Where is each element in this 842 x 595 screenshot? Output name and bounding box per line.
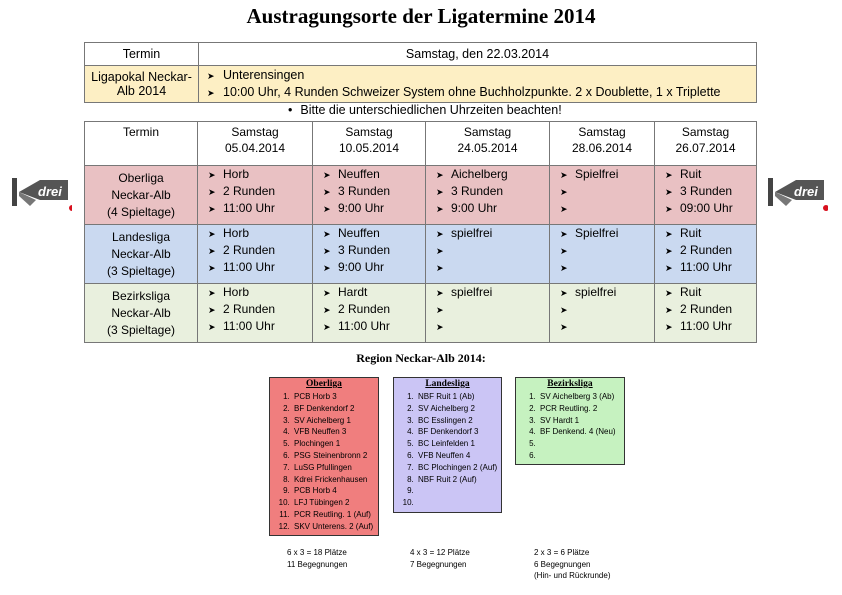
list-item: 1. NBF Ruit 1 (Ab): [416, 391, 501, 403]
schedule-cell: ➤ Ruit ➤ 2 Runden ➤ 11:00 Uhr: [655, 225, 757, 284]
oberliga-stats: 6 x 3 = 18 Plätze 11 Begegnungen: [287, 548, 348, 569]
termin-column-header: Termin: [85, 122, 198, 166]
schedule-cell: ➤ Hardt ➤ 2 Runden ➤ 11:00 Uhr: [313, 284, 426, 343]
schedule-cell: ➤ Horb ➤ 2 Runden ➤ 11:00 Uhr: [198, 225, 313, 284]
date-header-4: Samstag 28.06.2014: [550, 122, 655, 166]
schedule-cell: ➤ Ruit ➤ 3 Runden ➤ 09:00 Uhr: [655, 166, 757, 225]
date-header-3: Samstag 24.05.2014: [426, 122, 550, 166]
list-item: 11. PCR Reutling. 1 (Auf): [292, 509, 378, 521]
list-item: 6. VFB Neuffen 4: [416, 450, 501, 462]
list-item: 10. LFJ Tübingen 2: [292, 497, 378, 509]
schedule-cell: ➤ Horb ➤ 2 Runden ➤ 11:00 Uhr: [198, 284, 313, 343]
list-item: 2. BF Denkendorf 2: [292, 403, 378, 415]
list-item: 3. BC Esslingen 2: [416, 415, 501, 427]
pokal-format: ➤ 10:00 Uhr, 4 Runden Schweizer System ohne Buchholzpunkte. 2 x Doublette, 1 x Triplette: [207, 84, 755, 101]
list-item: [416, 485, 501, 497]
bezirksliga-box-title: Bezirksliga: [547, 379, 593, 389]
kdrei-logo-right: [766, 174, 828, 212]
league-bezirksliga: Bezirksliga Neckar-Alb (3 Spieltage): [85, 284, 198, 343]
list-item: 3. SV Aichelberg 1: [292, 415, 378, 427]
list-item: 3. SV Hardt 1: [538, 415, 624, 427]
league-schedule-table: [84, 121, 757, 343]
league-landesliga: Landesliga Neckar-Alb (3 Spieltage): [85, 225, 198, 284]
list-item: 1. PCB Horb 3: [292, 391, 378, 403]
landesliga-stats: 4 x 3 = 12 Plätze 7 Begegnungen: [410, 548, 470, 569]
landesliga-row: [85, 225, 757, 284]
list-item: 5. Plochingen 1: [292, 438, 378, 450]
list-item: [538, 450, 624, 462]
schedule-cell: ➤ Horb ➤ 2 Runden ➤ 11:00 Uhr: [198, 166, 313, 225]
list-item: 4. BF Denkendorf 3: [416, 426, 501, 438]
bezirksliga-stats: 2 x 3 = 6 Plätze 6 Begegnungen (Hin- und Rückrunde): [534, 548, 611, 580]
pokal-venue: ➤ Unterensingen: [207, 67, 755, 84]
schedule-cell: ➤ Spielfrei ➤ ➤: [550, 166, 655, 225]
svg-text:drei: drei: [38, 184, 62, 199]
landesliga-box-title: Landesliga: [425, 379, 470, 389]
date-header-1: Samstag 05.04.2014: [198, 122, 313, 166]
termin-header: Termin: [85, 43, 199, 66]
region-title: Region Neckar-Alb 2014:: [356, 351, 486, 365]
pokal-label: Ligapokal Neckar-Alb 2014: [85, 66, 199, 103]
league-oberliga: Oberliga Neckar-Alb (4 Spieltage): [85, 166, 198, 225]
page-title: Austragungsorte der Ligatermine 2014: [246, 4, 596, 28]
pokal-date-header: Samstag, den 22.03.2014: [199, 43, 757, 66]
list-item: [416, 497, 501, 509]
list-item: [538, 438, 624, 450]
list-item: 1. SV Aichelberg 3 (Ab): [538, 391, 624, 403]
list-item: 7. LuSG Pfullingen: [292, 462, 378, 474]
time-note: • Bitte die unterschiedlichen Uhrzeiten beachten!: [288, 103, 562, 117]
date-header-2: Samstag 10.05.2014: [313, 122, 426, 166]
schedule-cell: ➤ spielfrei ➤ ➤: [426, 284, 550, 343]
list-item: 5. BC Leinfelden 1: [416, 438, 501, 450]
oberliga-row: [85, 166, 757, 225]
schedule-cell: ➤ Aichelberg ➤ 3 Runden ➤ 9:00 Uhr: [426, 166, 550, 225]
schedule-cell: ➤ spielfrei ➤ ➤: [426, 225, 550, 284]
pokal-details: [199, 66, 757, 103]
list-item: 8. NBF Ruit 2 (Auf): [416, 474, 501, 486]
kdrei-logo-left: [10, 174, 72, 212]
landesliga-box: [393, 377, 502, 513]
bezirksliga-box: [515, 377, 625, 465]
schedule-header-row: [85, 122, 757, 166]
schedule-cell: ➤ Neuffen ➤ 3 Runden ➤ 9:00 Uhr: [313, 225, 426, 284]
list-item: 7. BC Plochingen 2 (Auf): [416, 462, 501, 474]
date-header-5: Samstag 26.07.2014: [655, 122, 757, 166]
schedule-cell: ➤ spielfrei ➤ ➤: [550, 284, 655, 343]
ligapokal-table: [84, 42, 757, 103]
oberliga-box-title: Oberliga: [306, 379, 342, 389]
schedule-cell: ➤ Spielfrei ➤ ➤: [550, 225, 655, 284]
list-item: 2. SV Aichelberg 2: [416, 403, 501, 415]
schedule-cell: ➤ Ruit ➤ 2 Runden ➤ 11:00 Uhr: [655, 284, 757, 343]
list-item: 12. SKV Unterens. 2 (Auf): [292, 521, 378, 533]
bezirksliga-row: [85, 284, 757, 343]
list-item: 2. PCR Reutling. 2: [538, 403, 624, 415]
schedule-cell: ➤ Neuffen ➤ 3 Runden ➤ 9:00 Uhr: [313, 166, 426, 225]
list-item: 4. VFB Neuffen 3: [292, 426, 378, 438]
list-item: 4. BF Denkend. 4 (Neu): [538, 426, 624, 438]
list-item: 6. PSG Steinenbronn 2: [292, 450, 378, 462]
oberliga-box: [269, 377, 379, 536]
list-item: 9. PCB Horb 4: [292, 485, 378, 497]
list-item: 8. Kdrei Frickenhausen: [292, 474, 378, 486]
svg-text:drei: drei: [794, 184, 818, 199]
